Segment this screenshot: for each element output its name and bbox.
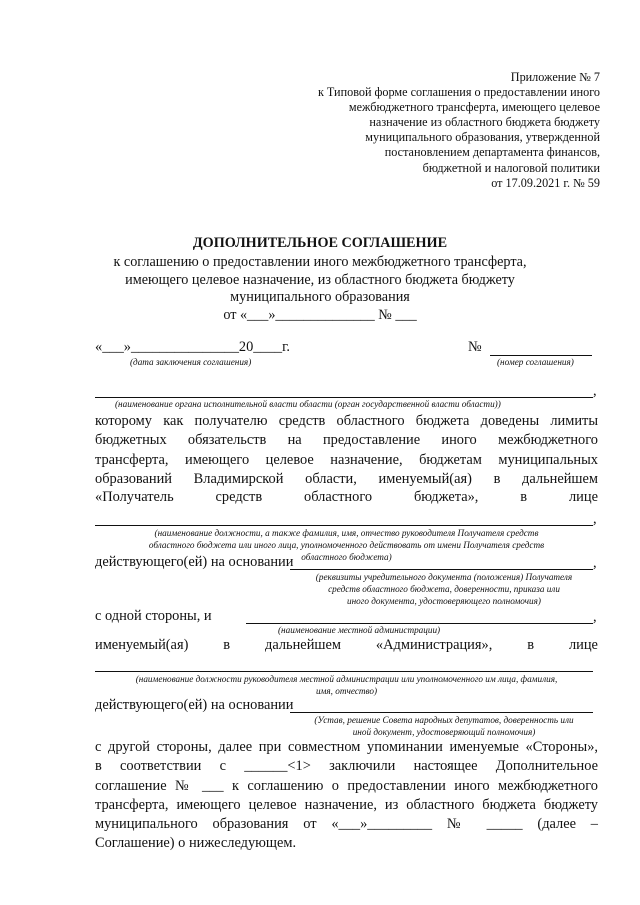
word: «Получатель bbox=[95, 489, 174, 505]
word: областного bbox=[304, 489, 373, 505]
word: лице bbox=[568, 489, 598, 505]
subtitle-line: от «___»______________ № ___ bbox=[223, 306, 417, 323]
number-caption: (номер соглашения) bbox=[497, 357, 574, 367]
subtitle-line: к соглашению о предоставлении иного межбюджетного трансферта, bbox=[113, 254, 527, 270]
document-subtitle bbox=[0, 254, 640, 324]
closing-paragraph bbox=[95, 738, 598, 854]
party1-line: которому как получателю средств областного бюджета доведены лимиты bbox=[95, 413, 598, 429]
caption-line: (реквизиты учредительного документа (положения) Получателя bbox=[315, 572, 573, 582]
closing-line: соглашение № ___ к соглашению о предоставлении иного межбюджетного bbox=[95, 777, 598, 794]
document-title: ДОПОЛНИТЕЛЬНОЕ СОГЛАШЕНИЕ bbox=[192, 235, 448, 251]
party2-basis-caption bbox=[290, 714, 598, 738]
subtitle-line: муниципального образования bbox=[230, 289, 410, 305]
closing-line: трансферта, имеющего целевое назначение, из областного бюджета бюджету bbox=[95, 796, 598, 813]
party2-position-caption bbox=[95, 673, 598, 697]
closing-line: в соответствии с ______<1> заключили настоящее Дополнительное bbox=[95, 758, 598, 775]
appendix-line: от 17.09.2021 г. № 59 bbox=[491, 175, 600, 190]
admin-line bbox=[246, 623, 593, 624]
word: дальнейшем bbox=[265, 637, 341, 653]
word: в bbox=[223, 637, 231, 653]
appendix-line: межбюджетного трансферта, имеющего целевое bbox=[348, 100, 600, 115]
appendix-line: назначение из областного бюджета бюджету bbox=[369, 115, 600, 130]
number-line bbox=[490, 355, 592, 356]
admin-caption: (наименование местной администрации) bbox=[278, 625, 441, 635]
appendix-line: бюджетной и налоговой политики bbox=[422, 160, 600, 175]
caption-line: областного бюджета или иного лица, уполномоченного действовать от имени Получателя средств bbox=[148, 540, 545, 550]
party2-named-line bbox=[95, 637, 598, 654]
word: в bbox=[527, 637, 535, 653]
closing-line: с другой стороны, далее при совместном упоминании именуемые «Стороны», bbox=[95, 739, 598, 755]
comma: , bbox=[593, 609, 597, 625]
number-sign: № bbox=[468, 339, 482, 355]
appendix-line: постановлением департамента финансов, bbox=[384, 145, 600, 160]
date-field: «___»_______________20____г. bbox=[95, 339, 290, 355]
closing-line: муниципального образования от «___»_________ № _____ (далее – bbox=[95, 816, 598, 833]
party1-basis-line bbox=[290, 569, 593, 570]
word: средств bbox=[215, 489, 263, 505]
caption-line: (наименование должности, а также фамилия, имя, отчество руководителя Получателя средств bbox=[154, 528, 539, 538]
caption-line: иной документ, удостоверяющий полномочия) bbox=[352, 727, 536, 737]
party1-position-line bbox=[95, 525, 593, 526]
party1-basis-label: действующего(ей) на основании bbox=[95, 554, 294, 570]
comma: , bbox=[593, 383, 597, 399]
party1-line: бюджетных обязательств на предоставление иного межбюджетного bbox=[95, 432, 598, 449]
word: в bbox=[520, 489, 528, 505]
party2-position-line bbox=[95, 671, 593, 672]
subtitle-line: имеющего целевое назначение, из областного бюджета бюджету bbox=[125, 271, 515, 288]
party1-line: трансферта, имеющего целевое назначение, бюджетам муниципальных bbox=[95, 451, 598, 468]
appendix-line: муниципального образования, утвержденной bbox=[365, 130, 600, 145]
comma: , bbox=[593, 511, 597, 527]
caption-line: средств областного бюджета, доверенности, приказа или bbox=[328, 584, 560, 594]
organ-line bbox=[95, 397, 593, 398]
party2-basis-line bbox=[290, 712, 593, 713]
party1-body bbox=[95, 412, 598, 489]
caption-line: иного документа, удостоверяющего полномочия) bbox=[347, 596, 541, 606]
caption-line: областного бюджета) bbox=[301, 552, 392, 562]
caption-line: (наименование должности руководителя местной администрации или уполномоченного им лица, фамилия, bbox=[135, 674, 558, 684]
party1-last-line bbox=[95, 489, 598, 506]
appendix-line: к Типовой форме соглашения о предоставлении иного bbox=[317, 85, 600, 100]
comma: , bbox=[593, 555, 597, 571]
word: бюджета», bbox=[413, 489, 479, 505]
caption-line: имя, отчество) bbox=[315, 686, 378, 696]
closing-line: Соглашение) о нижеследующем. bbox=[95, 835, 297, 852]
word: именуемый(ая) bbox=[95, 637, 189, 653]
word: «Администрация», bbox=[375, 637, 493, 653]
one-side-label: с одной стороны, и bbox=[95, 608, 212, 624]
party2-basis-label: действующего(ей) на основании bbox=[95, 697, 294, 713]
party1-line: образований Владимирской области, именуемый(ая) в дальнейшем bbox=[95, 470, 598, 487]
date-caption: (дата заключения соглашения) bbox=[130, 357, 252, 367]
appendix-header bbox=[318, 70, 600, 191]
appendix-line: Приложение № 7 bbox=[510, 70, 600, 84]
party1-basis-caption bbox=[290, 571, 598, 607]
word: лице bbox=[568, 637, 598, 653]
caption-line: (Устав, решение Совета народных депутатов, доверенность или bbox=[314, 715, 574, 725]
organ-caption: (наименование органа исполнительной власти области (орган государственной власти области)) bbox=[115, 399, 501, 409]
